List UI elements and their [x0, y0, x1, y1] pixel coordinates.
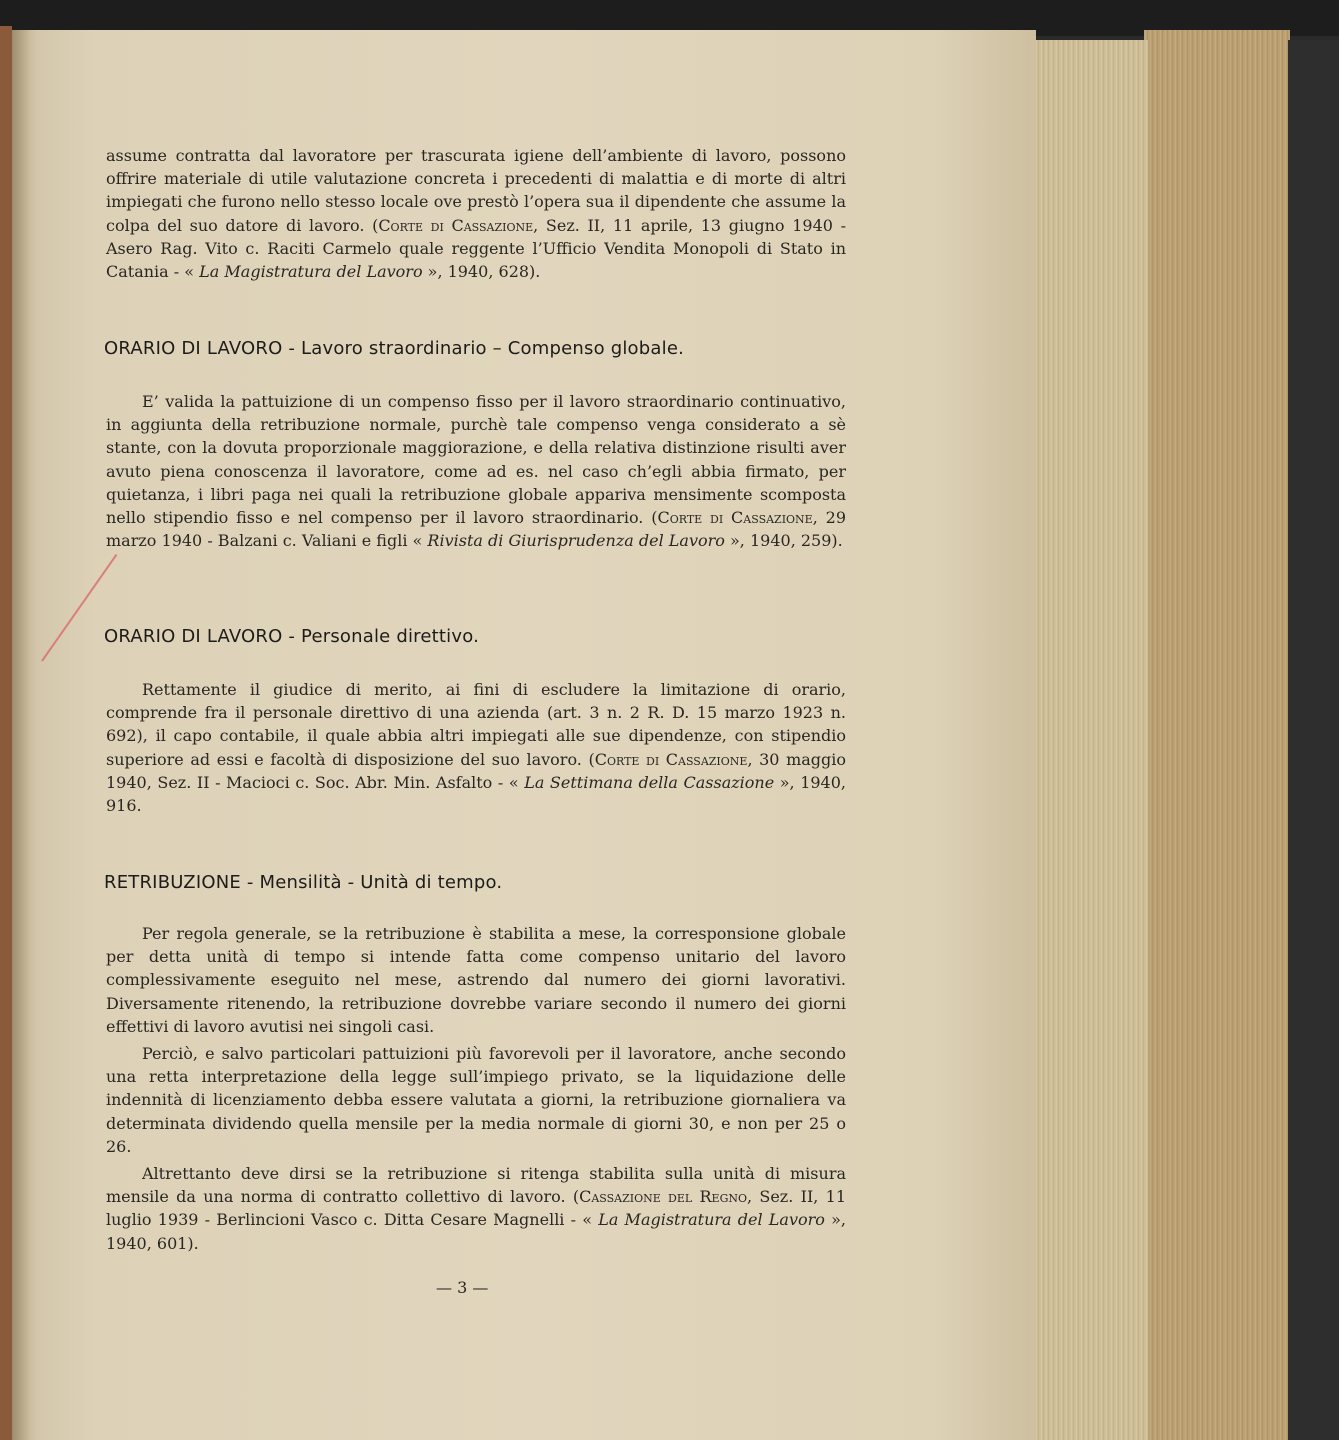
- citation-end: », 1940, 601).: [106, 1210, 846, 1253]
- section-heading-orario-personale: ORARIO DI LAVORO - Personale direttivo.: [104, 626, 480, 647]
- paragraph: Perciò, e salvo particolari pattuizioni più favorevoli per il lavoratore, anche secondo una retta interpretazione della legge sull’impiego privato, se la liquidazione delle indennità di licenziamento debba essere valutata a giorni, la retribuzione giornaliera va determinata dividendo quella mensile per la media normale di giorni 30, e non per 25 o 26.: [106, 1044, 846, 1156]
- section-heading-retribuzione: RETRIBUZIONE - Mensilità - Unità di tempo.: [104, 872, 503, 893]
- citation-journal: La Settimana della Cassazione: [524, 772, 775, 792]
- citation-end: », 1940, 259).: [724, 531, 843, 551]
- citation-court: Cassazione del Regno: [579, 1187, 747, 1207]
- paragraph-text: E’ valida la pattuizione di un compenso fisso per il lavoro straordinario continuativo, in aggiunta della retribuzione normale, purchè tale compenso venga considerato a sè stante, con la dovuta proporzionale maggiorazione, e della relativa distinzione risulti aver avuto piena conoscenza il lavoratore, come ad es. nel caso ch’egli abbia firmato, per quietanza, i libri paga nei quali la retribuzione globale appariva mensimente scomposta nello stipendio fisso e nel compenso per il lavoro straordinario. (: [106, 392, 846, 528]
- left-binding-spine: [0, 26, 12, 1440]
- entry-orario-personale: [106, 678, 846, 817]
- section-heading-orario-straordinario: ORARIO DI LAVORO - Lavoro straordinario – Compenso globale.: [104, 338, 685, 359]
- citation-court: Corte di Cassazione: [378, 215, 534, 235]
- page-number: — 3 —: [436, 1278, 489, 1297]
- paragraph: [106, 1162, 846, 1255]
- paragraph-text: Rettamente il giudice di merito, ai fini di escludere la limitazione di orario, comprende fra il personale direttivo di una azienda (art. 3 n. 2 R. D. 15 marzo 1923 n. 692), il capo contabile, il quale abbia altri impiegati alle sue dipendenze, con stipendio superiore ad essi e facoltà di disposizione del suo lavoro. (: [106, 680, 846, 769]
- paragraph: Per regola generale, se la retribuzione è stabilita a mese, la corresponsione globale per detta unità di tempo si intende fatta come compenso unitario del lavoro complessivamente eseguito nel mese, astrendo dal numero dei giorni lavorativi. Diversamente ritenendo, la retribuzione dovrebbe variare secondo il numero dei giorni effettivi di lavoro avutisi nei singoli casi.: [106, 924, 846, 1036]
- page-block-edge-outer: [1144, 30, 1290, 1440]
- citation-journal: La Magistratura del Lavoro: [199, 262, 423, 282]
- citation-end: », 1940, 628).: [422, 262, 541, 282]
- paragraph: [106, 678, 846, 817]
- paragraph-text: assume contratta dal lavoratore per trascurata igiene dell’ambiente di lavoro, possono offrire materiale di utile valutazione concreta i precedenti di malattia e di morte di altri impiegati che furono nello stesso locale ove prestò l’opera sua il dipendente che assume la colpa del suo datore di lavoro. (: [106, 146, 846, 235]
- citation-text: , 29 marzo 1940 - Balzani c. Valiani e figli «: [106, 508, 847, 551]
- citation-text: , Sez. II, 11 luglio 1939 - Berlincioni Vasco c. Ditta Cesare Magnelli - «: [106, 1187, 847, 1230]
- entry-continuation: [106, 144, 846, 283]
- citation-court: Corte di Cassazione: [657, 508, 813, 528]
- citation-journal: La Magistratura del Lavoro: [598, 1210, 825, 1230]
- paragraph: [106, 390, 846, 552]
- citation-text: , Sez. II, 11 aprile, 13 giugno 1940 - Asero Rag. Vito c. Raciti Carmelo quale reggente l’Ufficio Vendita Monopoli di Stato in Catania - «: [106, 215, 846, 282]
- book-cover-edge: [1288, 40, 1339, 1440]
- paragraph-text: Altrettanto deve dirsi se la retribuzione si ritenga stabilita sulla unità di misura mensile da una norma di contratto collettivo di lavoro. (: [106, 1164, 846, 1207]
- paragraph: [106, 144, 846, 283]
- entry-retribuzione: [106, 922, 846, 1255]
- citation-journal: Rivista di Giurisprudenza del Lavoro: [427, 531, 725, 551]
- entry-orario-straordinario: [106, 390, 846, 552]
- citation-court: Corte di Cassazione: [594, 749, 748, 769]
- citation-text: , 30 maggio 1940, Sez. II - Macioci c. Soc. Abr. Min. Asfalto - «: [106, 749, 847, 792]
- page-block-edge: [1030, 40, 1148, 1440]
- citation-end: », 1940, 916.: [106, 772, 847, 816]
